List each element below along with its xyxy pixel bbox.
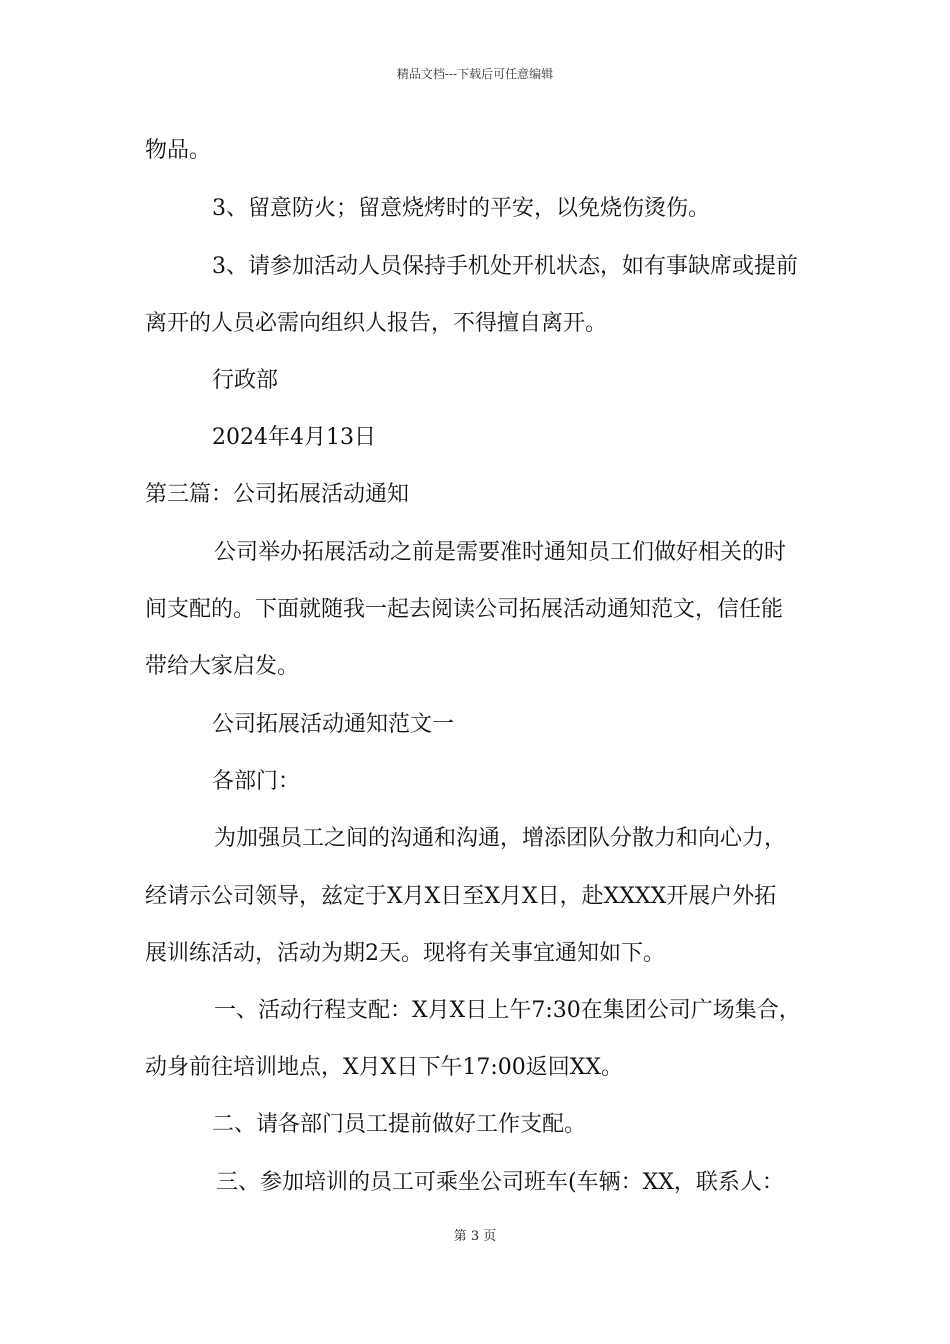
- page-number: 第 3 页: [453, 1229, 497, 1244]
- section-heading: 第三篇：公司拓展活动通知: [145, 482, 410, 507]
- body-line: 动身前往培训地点，X月X日下午17:00返回XX。: [145, 1055, 624, 1080]
- signature-department: 行政部: [212, 368, 279, 393]
- body-line: 三、参加培训的员工可乘坐公司班车(车辆：XX，联系人：: [216, 1170, 784, 1195]
- body-line: 物品。: [145, 138, 212, 163]
- body-line: 展训练活动，活动为期2天。现将有关事宜通知如下。: [145, 941, 665, 966]
- signature-date: 2024年4月13日: [212, 425, 376, 450]
- body-line: 公司举办拓展活动之前是需要准时通知员工们做好相关的时: [214, 540, 787, 565]
- page-header: 精品文档---下载后可任意编辑: [396, 67, 554, 81]
- body-line: 3、请参加活动人员保持手机处开机状态，如有事缺席或提前: [212, 254, 798, 279]
- body-line: 间支配的。下面就随我一起去阅读公司拓展活动通知范文，信任能: [145, 597, 784, 622]
- body-line: 为加强员工之间的沟通和沟通，增添团队分散力和向心力，: [214, 826, 787, 851]
- body-line: 经请示公司领导，兹定于X月X日至X月X日，赴XXXX开展户外拓: [145, 884, 777, 909]
- subsection-title: 公司拓展活动通知范文一: [212, 712, 455, 737]
- body-line: 离开的人员必需向组织人报告，不得擅自离开。: [145, 311, 608, 336]
- body-line: 一、活动行程支配：X月X日上午7:30在集团公司广场集合，: [214, 998, 801, 1023]
- body-line: 二、请各部门员工提前做好工作支配。: [212, 1112, 587, 1137]
- body-line: 3、留意防火；留意烧烤时的平安，以免烧伤烫伤。: [212, 196, 710, 221]
- body-line: 带给大家启发。: [145, 654, 300, 679]
- salutation: 各部门：: [212, 769, 301, 794]
